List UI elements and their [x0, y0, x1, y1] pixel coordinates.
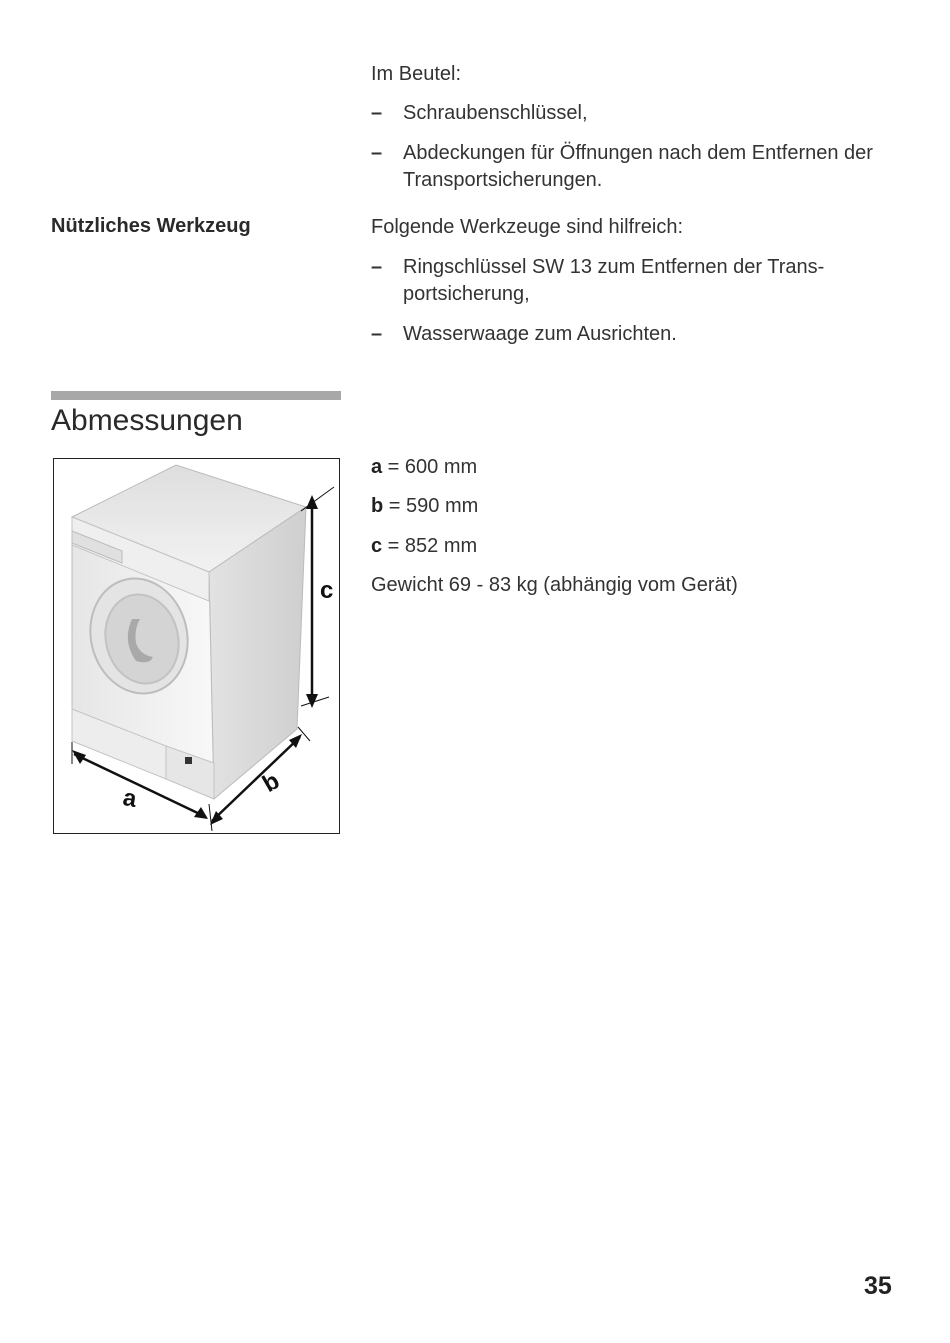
washing-machine-illustration [54, 459, 339, 833]
bullet-dash: – [371, 142, 383, 164]
bag-item-1 [371, 100, 891, 127]
tools-item-1 [371, 254, 871, 308]
dimension-key: b [371, 495, 384, 517]
bullet-dash: – [371, 102, 383, 124]
bullet-dash: – [371, 256, 383, 278]
page-number: 35 [864, 1272, 892, 1300]
bag-item-text: Abdeckungen für Öffnungen nach dem Entfernen der Transportsicherungen. [403, 142, 873, 191]
dimension-key: c [371, 535, 383, 557]
weight-text: Gewicht 69 - 83 kg (abhängig vom Gerät) [371, 574, 738, 596]
dimension-key: a [371, 456, 383, 478]
dimension-a [371, 454, 477, 481]
section-divider-bar [51, 391, 341, 400]
tools-item-text: Ringschlüssel SW 13 zum Entfernen der Trans- portsicherung, [403, 256, 825, 305]
dimension-value: = 590 mm [383, 495, 479, 517]
tools-item-2 [371, 321, 891, 348]
bag-item-2 [371, 140, 896, 194]
bag-intro: Im Beutel: [371, 63, 462, 85]
washing-machine-figure [53, 458, 340, 834]
tools-label: Nützliches Werkzeug [51, 215, 251, 237]
bag-item-text: Schraubenschlüssel, [403, 102, 588, 124]
figure-label-a: a [120, 784, 139, 813]
section-title: Abmessungen [51, 404, 243, 437]
dimension-b [371, 493, 478, 520]
figure-label-b: b [257, 767, 285, 798]
tools-item-text: Wasserwaage zum Ausrichten. [403, 323, 677, 345]
bullet-dash: – [371, 323, 383, 345]
dimension-value: = 600 mm [382, 456, 478, 478]
figure-label-c: c [320, 577, 334, 604]
dimension-value: = 852 mm [382, 535, 478, 557]
tools-intro: Folgende Werkzeuge sind hilfreich: [371, 216, 684, 238]
dimension-c [371, 533, 477, 560]
